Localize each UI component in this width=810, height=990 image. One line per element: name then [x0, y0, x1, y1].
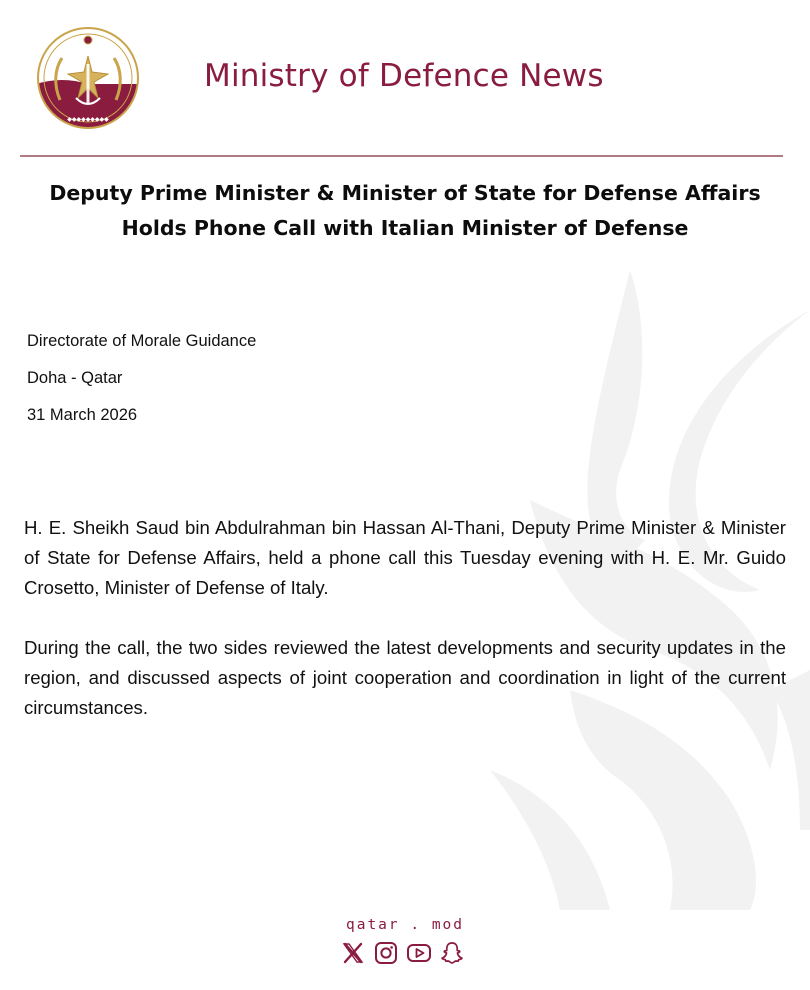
- article-paragraph: H. E. Sheikh Saud bin Abdulrahman bin Hassan Al-Thani, Deputy Prime Minister & Minister of State for Defense Affairs, held a phone call this Tuesday evening with H. E. Mr. Guido Crosetto, Minister of Defense of Italy.: [24, 517, 786, 598]
- header: [0, 0, 810, 160]
- article-meta: [27, 327, 427, 438]
- footer: [0, 915, 810, 975]
- article-headline: Deputy Prime Minister & Minister of State for Defense Affairs Holds Phone Call with Italian Minister of Defense: [49, 181, 761, 240]
- social-handle: qatar . mod: [345, 917, 465, 933]
- instagram-icon[interactable]: [373, 940, 399, 966]
- ministry-emblem-logo: [36, 26, 140, 130]
- article-paragraph: During the call, the two sides reviewed the latest developments and security updates in the region, and discussed aspects of joint cooperation and coordination in light of the current circumstances.: [24, 637, 786, 718]
- publication-title: Ministry of Defence News: [204, 58, 604, 94]
- article-location: Doha - Qatar: [27, 369, 123, 387]
- article-body: [24, 513, 786, 753]
- header-divider: [20, 155, 783, 157]
- article-date: 31 March 2026: [27, 406, 138, 424]
- youtube-icon[interactable]: [406, 940, 432, 966]
- svg-text:◆◆◆◆◆◆◆◆◆: ◆◆◆◆◆◆◆◆◆: [67, 116, 109, 123]
- snapchat-icon[interactable]: [439, 940, 465, 966]
- x-icon[interactable]: [340, 940, 366, 966]
- article-source: Directorate of Morale Guidance: [27, 332, 257, 350]
- social-links: [340, 940, 470, 968]
